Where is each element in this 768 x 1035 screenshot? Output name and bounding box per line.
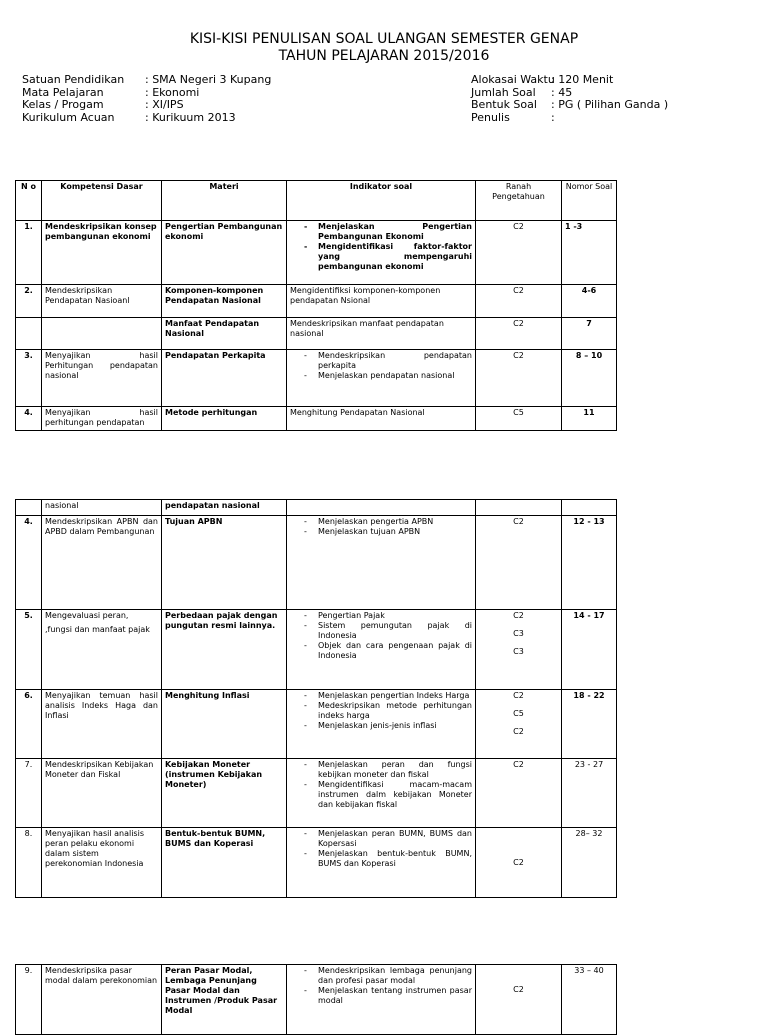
meta-key: Jumlah Soal: [471, 85, 536, 99]
meta-key: Penulis: [471, 111, 510, 125]
kompetensi-dasar: Mendeskripsikan Pendapatan Nasioanl: [42, 285, 162, 318]
kompetensi-dasar: Mendeskripsika pasar modal dalam perekonomian: [42, 965, 162, 1035]
meta-key: Alokasai Waktu: [471, 73, 555, 86]
indikator-item: - Menjelaskan pengertia APBN: [290, 517, 472, 527]
row-number: [16, 318, 42, 350]
table-row: [16, 690, 617, 759]
meta-value: : SMA Negeri 3 Kupang: [145, 73, 272, 86]
indikator: [287, 759, 476, 828]
header-no: N o: [16, 181, 42, 221]
indikator: [287, 500, 476, 516]
ranah: [476, 759, 562, 828]
meta-value: : 120 Menit: [551, 73, 614, 86]
kompetensi-dasar: [42, 318, 162, 350]
materi: Metode perhitungan: [162, 407, 287, 431]
meta-key: Bentuk Soal: [471, 98, 537, 112]
identity-block-right: [471, 74, 761, 134]
ranah: C2: [476, 350, 562, 407]
kisi-kisi-table-part-1: [15, 180, 617, 431]
kd-line: Mengevaluasi peran,: [45, 611, 129, 620]
meta-key: Kelas / Progam: [22, 98, 104, 112]
indikator-item: - Menjelaskan bentuk-bentuk BUMN, BUMS dan Koperasi: [290, 849, 472, 869]
table-row: [16, 285, 617, 318]
table-row: [16, 350, 617, 407]
indikator-item: - Sistem pemungutan pajak di Indonesia: [290, 621, 472, 641]
indikator: Mengidentifiksi komponen-komponen pendapatan Nsional: [287, 285, 476, 318]
materi: Menghitung Inflasi: [162, 690, 287, 759]
materi: Pengertian Pembangunan ekonomi: [162, 221, 287, 285]
indikator-item: - Menjelaskan pendapatan nasional: [290, 371, 472, 381]
nomor-soal: 14 - 17: [562, 610, 617, 690]
ranah: [476, 965, 562, 1035]
ranah-value: C2: [513, 727, 524, 736]
table-row: [16, 516, 617, 610]
indikator-item: - Medeskripsikan metode perhitungan indeks harga: [290, 701, 472, 721]
row-number: 4.: [16, 516, 42, 610]
ranah: C2: [476, 221, 562, 285]
indikator-item: - Menjelaskan peran BUMN, BUMS dan Kopersasi: [290, 829, 472, 849]
row-number: 8.: [16, 828, 42, 898]
header-ranah: Ranah Pengetahuan: [476, 181, 562, 221]
row-number: 2.: [16, 285, 42, 318]
indikator: [287, 965, 476, 1035]
header-materi: Materi: [162, 181, 287, 221]
table-row: [16, 965, 617, 1035]
meta-key: Satuan Pendidikan: [22, 73, 125, 86]
materi: Manfaat Pendapatan Nasional: [162, 318, 287, 350]
table-row: [16, 407, 617, 431]
materi: Kebijakan Moneter (instrumen Kebijakan Moneter): [162, 759, 287, 828]
nomor-soal: [562, 500, 617, 516]
materi: pendapatan nasional: [162, 500, 287, 516]
ranah-value: C2: [513, 857, 524, 867]
row-number: 4.: [16, 407, 42, 431]
ranah: C2: [476, 318, 562, 350]
ranah: [476, 500, 562, 516]
indikator-item: - Mengidentifikasi faktor-faktor yang mempengaruhi pembangunan ekonomi: [290, 242, 472, 272]
document-title: KISI-KISI PENULISAN SOAL ULANGAN SEMESTER GENAP: [189, 31, 579, 47]
indikator-item: - Mengidentifikasi macam-macam instrumen dalm kebijakan Moneter dan kebijakan fiskal: [290, 780, 472, 810]
nomor-soal: 11: [562, 407, 617, 431]
table-row: [16, 318, 617, 350]
meta-value: : 45: [551, 85, 573, 99]
row-number: 1.: [16, 221, 42, 285]
kisi-kisi-table-part-3: [15, 964, 617, 1035]
kompetensi-dasar: Menyajikan hasil perhitungan pendapatan: [42, 407, 162, 431]
ranah-value: C2: [513, 985, 524, 994]
nomor-soal: 23 - 27: [562, 759, 617, 828]
indikator-item: - Mendeskripsikan lembaga penunjang dan profesi pasar modal: [290, 966, 472, 986]
meta-value: : Ekonomi: [145, 85, 200, 99]
table-row: [16, 221, 617, 285]
identity-block-left: [22, 74, 352, 134]
document-subtitle: TAHUN PELAJARAN 2015/2016: [278, 48, 490, 64]
meta-value: : PG ( Pilihan Ganda ): [551, 98, 669, 112]
header-indikator: Indikator soal: [287, 181, 476, 221]
nomor-soal: 33 – 40: [562, 965, 617, 1035]
materi: Pendapatan Perkapita: [162, 350, 287, 407]
nomor-soal: 8 – 10: [562, 350, 617, 407]
table-row-continued: [16, 500, 617, 516]
ranah-value: C2: [513, 691, 524, 700]
indikator: Menghitung Pendapatan Nasional: [287, 407, 476, 431]
kisi-kisi-table-part-2: [15, 499, 617, 898]
row-number: 7.: [16, 759, 42, 828]
ranah: C2: [476, 285, 562, 318]
kompetensi-dasar: Mendeskripsikan APBN dan APBD dalam Pembangunan: [42, 516, 162, 610]
indikator: Mendeskripsikan manfaat pendapatan nasional: [287, 318, 476, 350]
kompetensi-dasar: Mendeskripsikan Kebijakan Moneter dan Fiskal: [42, 759, 162, 828]
indikator: [287, 516, 476, 610]
kompetensi-dasar: Menyajikan temuan hasil analisis Indeks Haga dan Inflasi: [42, 690, 162, 759]
indikator-item: - Objek dan cara pengenaan pajak di Indonesia: [290, 641, 472, 661]
ranah: [476, 610, 562, 690]
nomor-soal: 4-6: [562, 285, 617, 318]
materi: Bentuk-bentuk BUMN, BUMS dan Koperasi: [162, 828, 287, 898]
materi: Tujuan APBN: [162, 516, 287, 610]
indikator: [287, 350, 476, 407]
ranah-value: C5: [513, 709, 524, 718]
header-kompetensi-dasar: Kompetensi Dasar: [42, 181, 162, 221]
table-row: [16, 759, 617, 828]
kompetensi-dasar: [42, 610, 162, 690]
nomor-soal: 1 -3: [562, 221, 617, 285]
meta-value: : Kurikuum 2013: [145, 111, 236, 125]
materi: Peran Pasar Modal, Lembaga Penunjang Pasar Modal dan Instrumen /Produk Pasar Modal: [162, 965, 287, 1035]
table-header-row: [16, 181, 617, 221]
nomor-soal: 28– 32: [562, 828, 617, 898]
meta-value: :: [551, 111, 555, 125]
kd-line: ,fungsi dan manfaat pajak: [45, 625, 150, 634]
table-row: [16, 828, 617, 898]
indikator: [287, 828, 476, 898]
indikator-item: - Menjelaskan peran dan fungsi kebijkan moneter dan fiskal: [290, 760, 472, 780]
row-number: 6.: [16, 690, 42, 759]
indikator: [287, 221, 476, 285]
indikator-item: - Menjelaskan pengertian Indeks Harga: [290, 691, 472, 701]
kompetensi-dasar: Menyajikan hasil Perhitungan pendapatan nasional: [42, 350, 162, 407]
row-number: [16, 500, 42, 516]
indikator-item: - Menjelaskan tujuan APBN: [290, 527, 472, 537]
ranah-value: C2: [513, 611, 524, 620]
ranah: [476, 690, 562, 759]
row-number: 9.: [16, 965, 42, 1035]
nomor-soal: 18 - 22: [562, 690, 617, 759]
ranah: [476, 516, 562, 610]
ranah-value: C3: [513, 647, 524, 656]
row-number: 3.: [16, 350, 42, 407]
materi: Perbedaan pajak dengan pungutan resmi lainnya.: [162, 610, 287, 690]
indikator-item: - Menjelaskan jenis-jenis inflasi: [290, 721, 472, 731]
row-number: 5.: [16, 610, 42, 690]
indikator-item: - Mendeskripsikan pendapatan perkapita: [290, 351, 472, 371]
nomor-soal: 12 - 13: [562, 516, 617, 610]
materi: Komponen-komponen Pendapatan Nasional: [162, 285, 287, 318]
meta-value: : XI/IPS: [145, 98, 184, 112]
ranah-value: C3: [513, 629, 524, 638]
kompetensi-dasar: Mendeskripsikan konsep pembangunan ekonomi: [42, 221, 162, 285]
nomor-soal: 7: [562, 318, 617, 350]
indikator: [287, 690, 476, 759]
kompetensi-dasar: Menyajikan hasil analisis peran pelaku ekonomi dalam sistem perekonomian Indonesia: [42, 828, 162, 898]
header-nomor-soal: Nomor Soal: [562, 181, 617, 221]
kompetensi-dasar: nasional: [42, 500, 162, 516]
ranah-value: C2: [513, 760, 524, 769]
indikator-item: - Menjelaskan tentang instrumen pasar modal: [290, 986, 472, 1006]
ranah: [476, 828, 562, 898]
indikator-item: - Pengertian Pajak: [290, 611, 472, 621]
meta-key: Mata Pelajaran: [22, 85, 104, 99]
indikator-item: - Menjelaskan Pengertian Pembangunan Ekonomi: [290, 222, 472, 242]
indikator: [287, 610, 476, 690]
meta-key: Kurikulum Acuan: [22, 111, 115, 125]
ranah-value: C2: [513, 517, 524, 526]
table-row: [16, 610, 617, 690]
ranah: C5: [476, 407, 562, 431]
